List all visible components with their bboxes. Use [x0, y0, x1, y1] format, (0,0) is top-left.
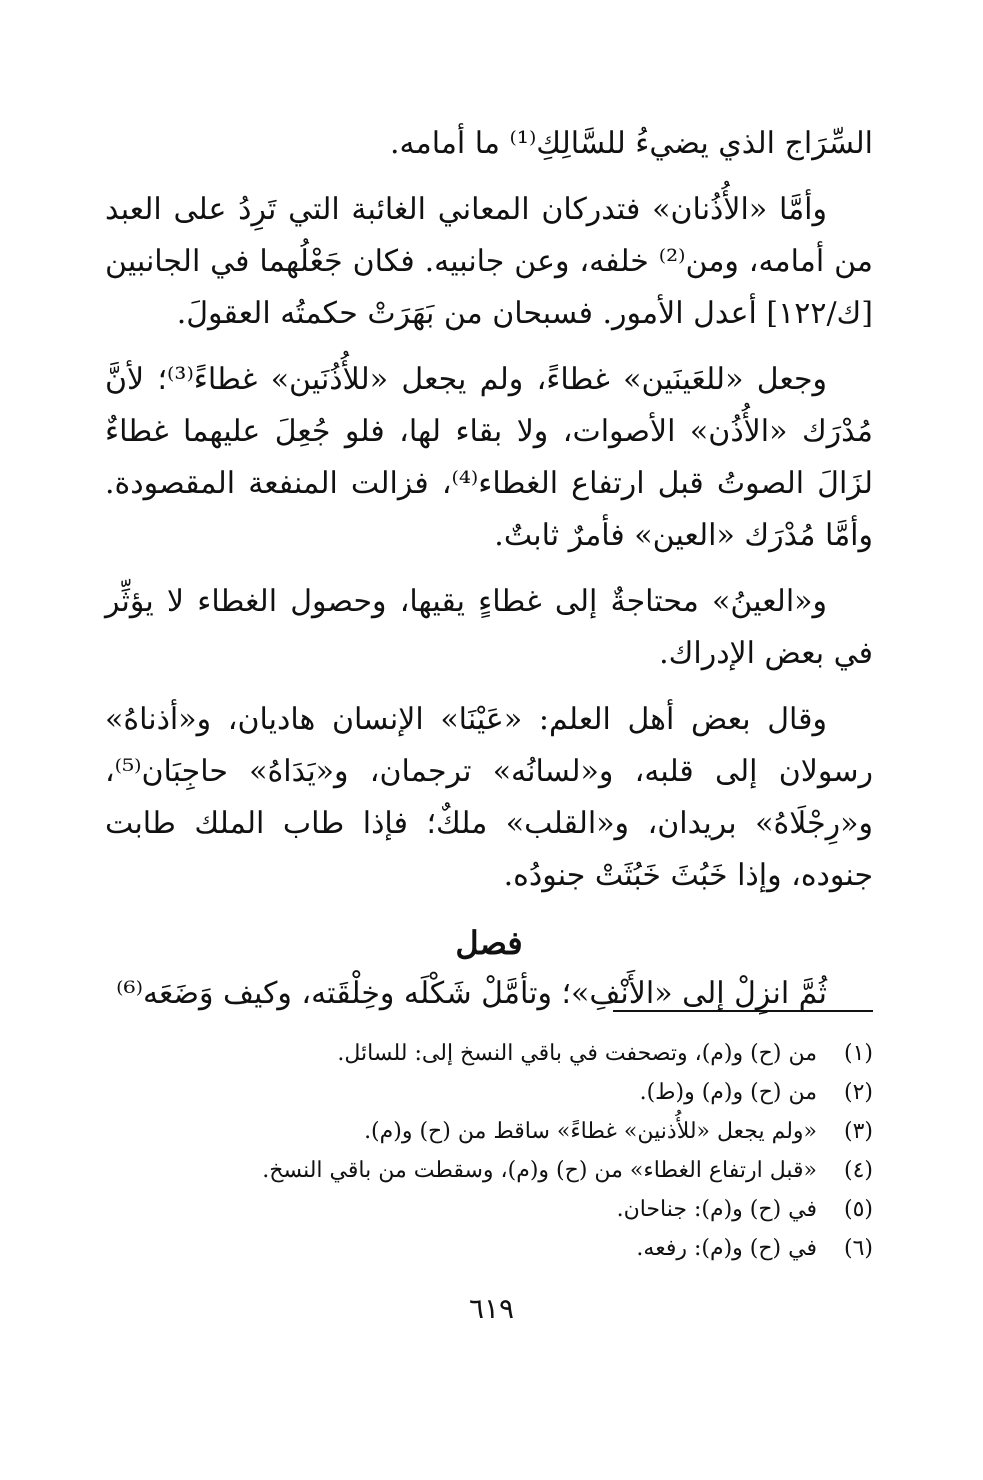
paragraph-5: وقال بعض أهل العلم: «عَيْنَا» الإنسان هاديان، و«أذناهُ» رسولان إلى قلبه، و«لسانُه» ترجمان، و«يَدَاهُ» حاجِبَان⁽⁵⁾، و«رِجْلَاهُ» بريدان، و«القلب» ملكٌ؛ فإذا طاب الملك طابت جنوده، وإذا خَبُثَ خَبُثَتْ جنودُه.	[105, 702, 873, 893]
footnote	[105, 1229, 873, 1268]
footnote	[105, 1112, 873, 1151]
footnote	[105, 1190, 873, 1229]
footnote-number: (٤)	[843, 1158, 873, 1183]
footnotes	[105, 1034, 873, 1268]
footnote-text: من (ح) و(م) و(ط).	[639, 1080, 817, 1105]
footnote-number: (١)	[843, 1041, 873, 1066]
paragraph-2: وأمَّا «الأُذُنان» فتدركان المعاني الغائبة التي تَرِدُ على العبد من أمامه، ومن⁽²⁾ خلفه، وعن جانبيه. فكان جَعْلُهما في الجانبين [ك/١٢٢] أعدل الأمور. فسبحان من بَهَرَتْ حكمتُه العقولَ.	[105, 192, 873, 331]
footnote-text: «ولم يجعل «للأُذنين» غطاءً» ساقط من (ح) و(م).	[364, 1119, 817, 1144]
footnote-number: (٥)	[843, 1197, 873, 1222]
footnote-number: (٣)	[843, 1119, 873, 1144]
footnote-text: في (ح) و(م): جناحان.	[616, 1197, 817, 1222]
section-heading: فصل	[455, 924, 523, 962]
footnote-separator	[613, 1010, 873, 1012]
paragraph-1: السِّرَاج الذي يضيءُ للسَّالِكِ⁽¹⁾ ما أمامه.	[390, 126, 873, 161]
paragraph-6: ثُمَّ انزِلْ إلى «الأَنْفِ»؛ وتأمَّلْ شَكْلَه وخِلْقَته، وكيف وَضَعَه⁽⁶⁾	[116, 976, 827, 1011]
paragraph-3: وجعل «للعَينَين» غطاءً، ولم يجعل «للأُذُنَين» غطاءً⁽³⁾؛ لأنَّ مُدْرَك «الأُذُن» الأصوات، ولا بقاء لها، فلو جُعِلَ عليهما غطاءٌ لزَالَ الصوتُ قبل ارتفاع الغطاء⁽⁴⁾، فزالت المنفعة المقصودة. وأمَّا مُدْرَك «العين» فأمرٌ ثابتٌ.	[105, 362, 873, 553]
footnote-number: (٦)	[843, 1236, 873, 1261]
footnote	[105, 1151, 873, 1190]
footnote-text: في (ح) و(م): رفعه.	[636, 1236, 817, 1261]
paragraph-4: و«العينُ» محتاجةٌ إلى غطاءٍ يقيها، وحصول الغطاء لا يؤثِّر في بعض الإدراك.	[105, 584, 873, 671]
footnote-text: «قبل ارتفاع الغطاء» من (ح) و(م)، وسقطت من باقي النسخ.	[262, 1158, 817, 1183]
main-text	[105, 118, 873, 1034]
footnote-number: (٢)	[843, 1080, 873, 1105]
footnote	[105, 1034, 873, 1073]
page-number: ٦١٩	[468, 1292, 515, 1325]
footnote-text: من (ح) و(م)، وتصحفت في باقي النسخ إلى: للسائل.	[337, 1041, 817, 1066]
footnote	[105, 1073, 873, 1112]
